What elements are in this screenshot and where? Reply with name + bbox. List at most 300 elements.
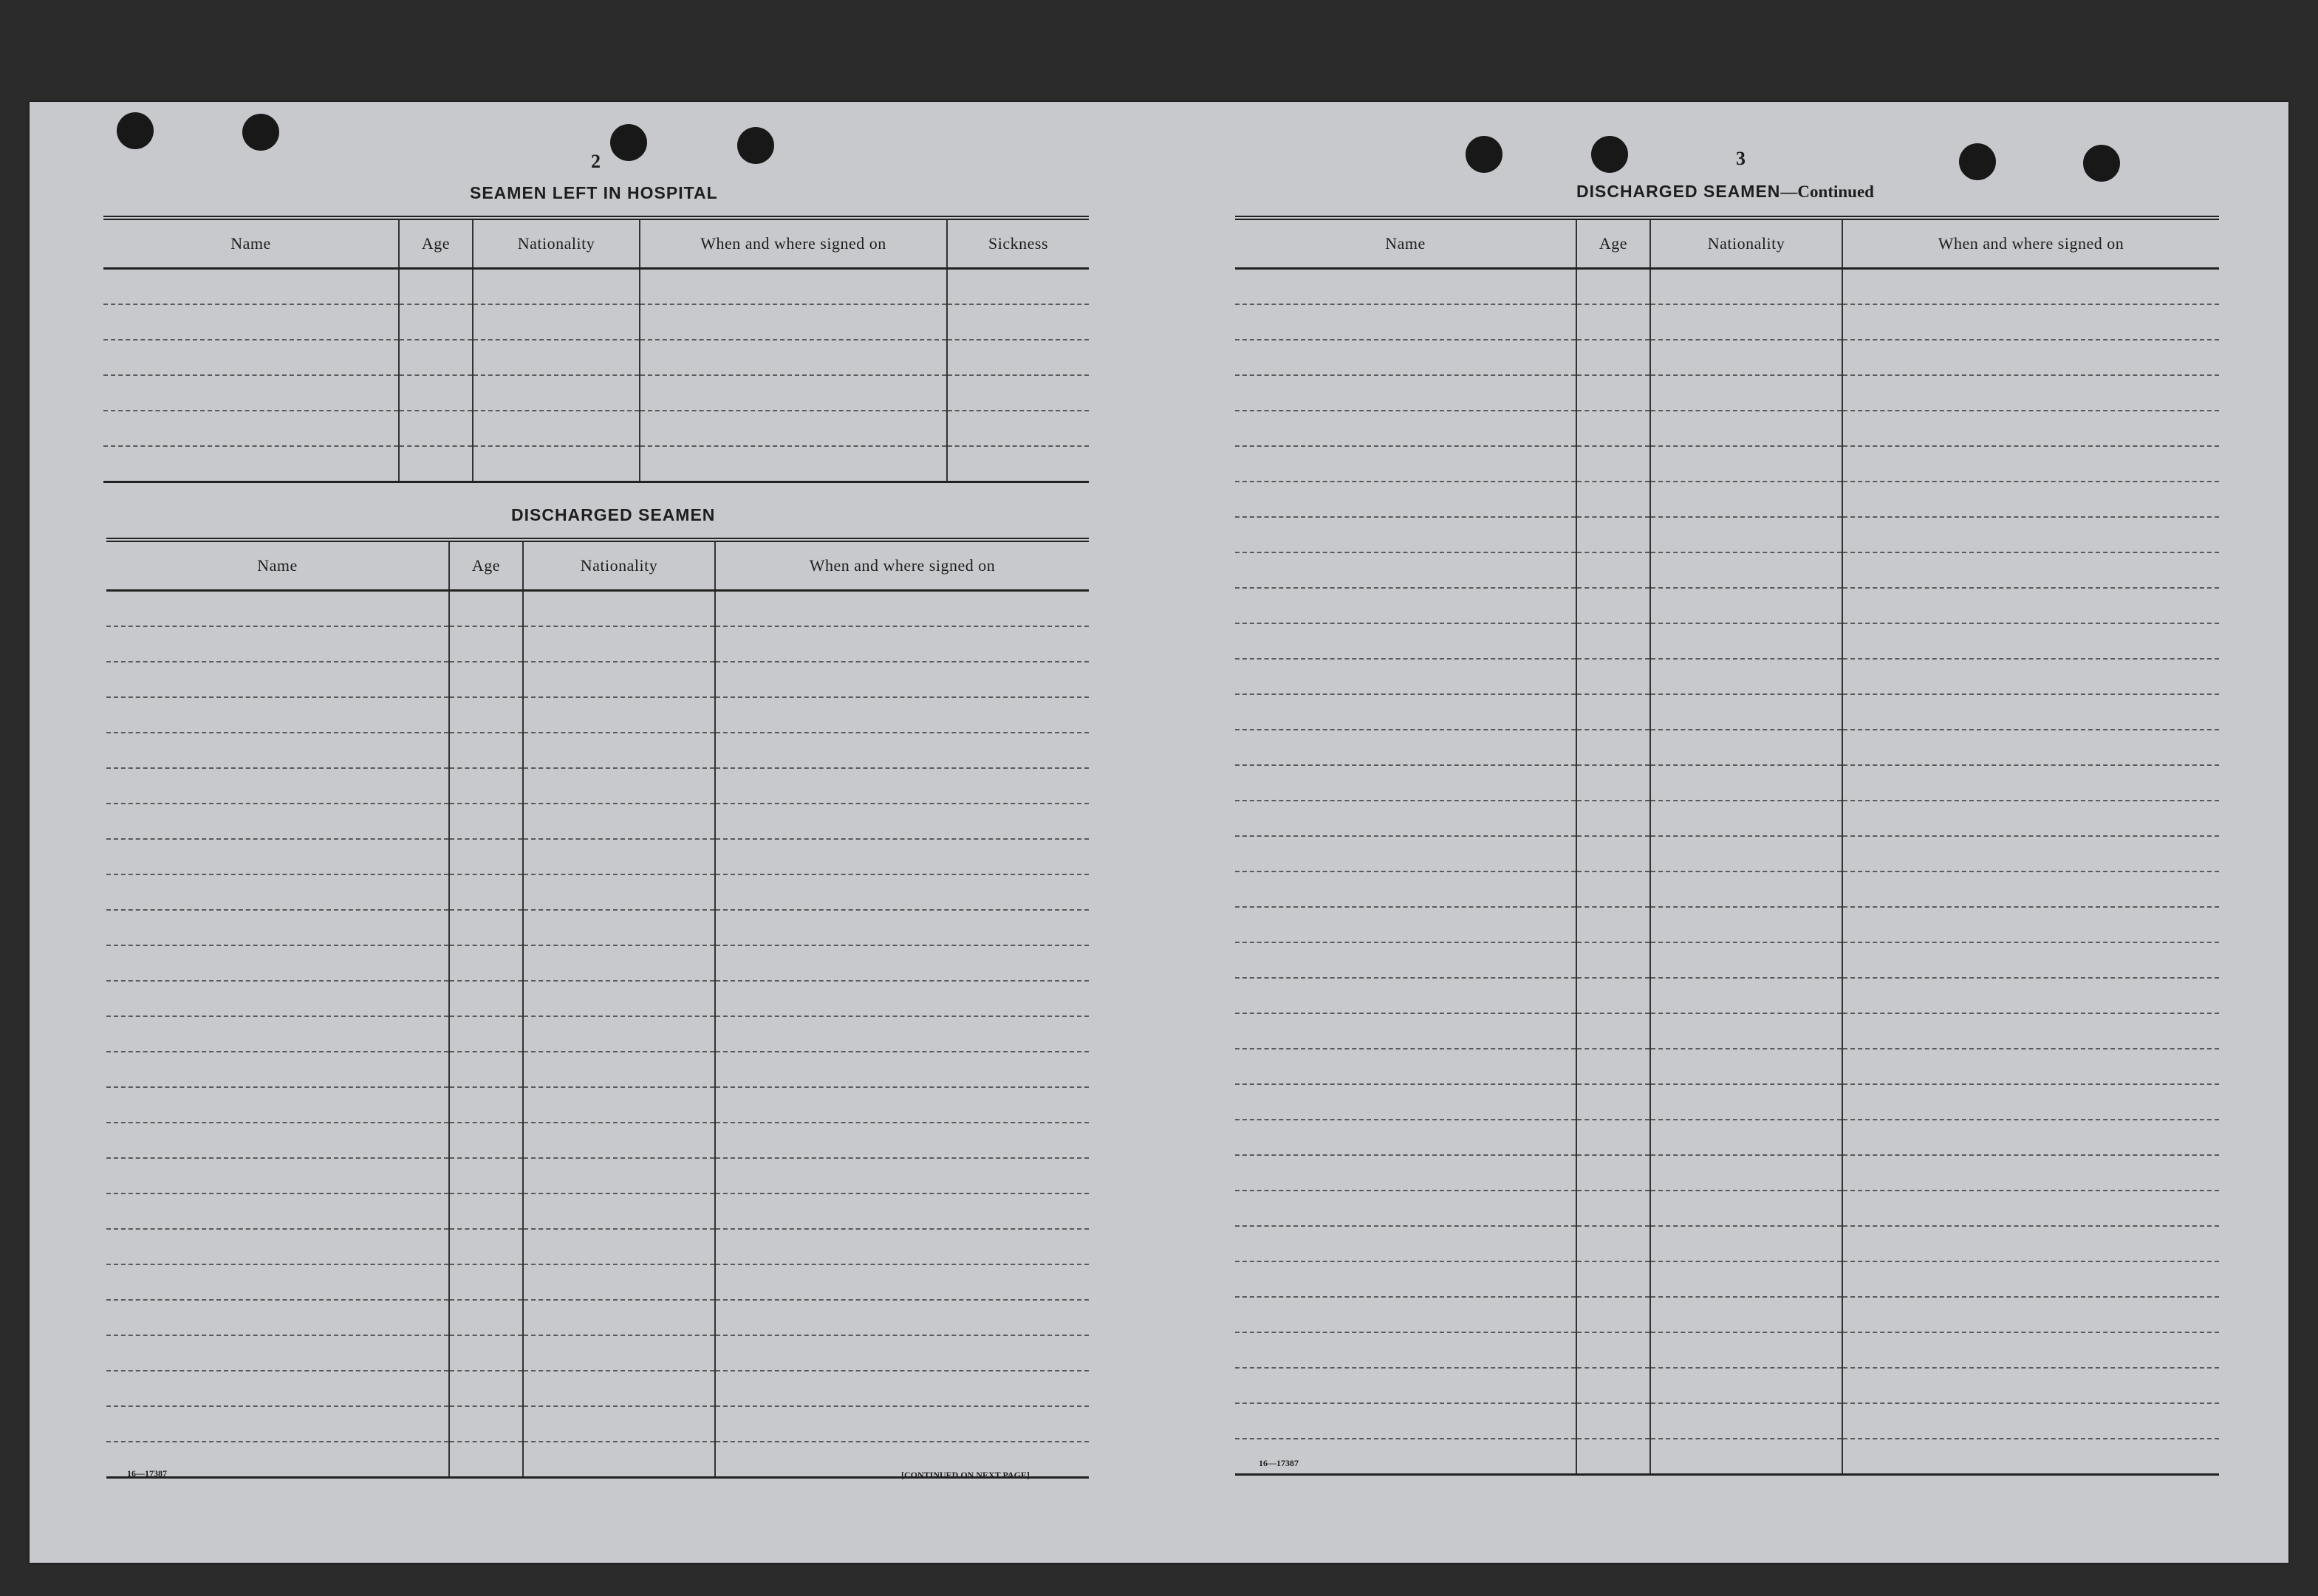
table-cell bbox=[1842, 978, 2219, 1013]
column-header-name: Name bbox=[106, 540, 449, 591]
table-cell bbox=[1576, 340, 1650, 375]
table-cell bbox=[473, 304, 640, 340]
table-row bbox=[1235, 1332, 2219, 1368]
table-row bbox=[1235, 1297, 2219, 1332]
continued-section-title-suffix: —Continued bbox=[1780, 182, 1874, 201]
table-cell bbox=[1235, 517, 1576, 552]
document-spread bbox=[30, 102, 2288, 1563]
column-header-age: Age bbox=[1576, 218, 1650, 269]
table-row bbox=[1235, 304, 2219, 340]
column-header-nationality: Nationality bbox=[523, 540, 715, 591]
table-cell bbox=[1235, 1155, 1576, 1191]
table-cell bbox=[1576, 1084, 1650, 1120]
table-cell bbox=[947, 411, 1089, 446]
table-row bbox=[1235, 623, 2219, 659]
table-cell bbox=[1576, 375, 1650, 411]
table-row bbox=[1235, 1155, 2219, 1191]
table-cell bbox=[1842, 1332, 2219, 1368]
table-cell bbox=[523, 1087, 715, 1123]
table-row bbox=[1235, 907, 2219, 942]
table-cell bbox=[523, 768, 715, 804]
table-cell bbox=[1842, 552, 2219, 588]
table-cell bbox=[449, 1123, 523, 1158]
table-cell bbox=[523, 1442, 715, 1478]
column-header-name: Name bbox=[1235, 218, 1576, 269]
table-cell bbox=[1235, 588, 1576, 623]
table-row bbox=[106, 1229, 1089, 1264]
table-cell bbox=[523, 1158, 715, 1193]
table-cell bbox=[715, 839, 1089, 874]
table-cell bbox=[1650, 375, 1842, 411]
table-cell bbox=[106, 1087, 449, 1123]
table-cell bbox=[1650, 1332, 1842, 1368]
table-cell bbox=[1235, 694, 1576, 730]
table-cell bbox=[1650, 871, 1842, 907]
table-cell bbox=[449, 1016, 523, 1052]
table-cell bbox=[1650, 411, 1842, 446]
table-cell bbox=[106, 1264, 449, 1300]
table-row bbox=[106, 1123, 1089, 1158]
table-cell bbox=[523, 804, 715, 839]
table-cell bbox=[715, 1193, 1089, 1229]
table-row bbox=[1235, 340, 2219, 375]
table-cell bbox=[1842, 907, 2219, 942]
table-cell bbox=[399, 411, 473, 446]
table-cell bbox=[1650, 269, 1842, 305]
punch-hole bbox=[737, 127, 774, 164]
table-cell bbox=[449, 733, 523, 768]
table-cell bbox=[1842, 1226, 2219, 1261]
punch-hole bbox=[242, 114, 279, 151]
table-cell bbox=[449, 1371, 523, 1406]
discharged-table bbox=[106, 538, 1089, 1479]
table-cell bbox=[1576, 907, 1650, 942]
table-cell bbox=[1235, 1226, 1576, 1261]
table-cell bbox=[106, 662, 449, 697]
punch-hole bbox=[1466, 136, 1502, 173]
column-header-name: Name bbox=[103, 218, 399, 269]
table-row bbox=[106, 804, 1089, 839]
table-cell bbox=[1576, 623, 1650, 659]
table-row bbox=[1235, 446, 2219, 482]
table-cell bbox=[715, 1264, 1089, 1300]
table-row bbox=[1235, 552, 2219, 588]
table-cell bbox=[399, 340, 473, 375]
punch-hole bbox=[610, 124, 647, 161]
hospital-table bbox=[103, 216, 1089, 483]
table-cell bbox=[1235, 978, 1576, 1013]
right-form-number: 16—17387 bbox=[1259, 1458, 1299, 1468]
table-row bbox=[106, 662, 1089, 697]
table-cell bbox=[715, 1229, 1089, 1264]
table-cell bbox=[1235, 446, 1576, 482]
table-cell bbox=[1842, 1261, 2219, 1297]
table-cell bbox=[1842, 871, 2219, 907]
table-cell bbox=[449, 1193, 523, 1229]
table-row bbox=[1235, 765, 2219, 801]
table-cell bbox=[715, 591, 1089, 627]
table-cell bbox=[1576, 269, 1650, 305]
table-cell bbox=[715, 697, 1089, 733]
table-cell bbox=[640, 269, 947, 305]
table-cell bbox=[399, 269, 473, 305]
table-row bbox=[106, 1087, 1089, 1123]
table-row bbox=[103, 375, 1089, 411]
table-cell bbox=[715, 804, 1089, 839]
table-row bbox=[1235, 1013, 2219, 1049]
table-cell bbox=[1650, 694, 1842, 730]
table-cell bbox=[399, 304, 473, 340]
table-cell bbox=[1842, 730, 2219, 765]
table-cell bbox=[1576, 1439, 1650, 1475]
table-cell bbox=[1576, 801, 1650, 836]
table-cell bbox=[1842, 482, 2219, 517]
table-cell bbox=[1650, 765, 1842, 801]
table-cell bbox=[640, 446, 947, 482]
table-cell bbox=[1842, 1297, 2219, 1332]
table-cell bbox=[1576, 1297, 1650, 1332]
table-cell bbox=[1842, 836, 2219, 871]
table-row bbox=[1235, 694, 2219, 730]
table-cell bbox=[473, 375, 640, 411]
table-cell bbox=[449, 839, 523, 874]
table-cell bbox=[449, 697, 523, 733]
table-row bbox=[106, 1371, 1089, 1406]
table-cell bbox=[715, 1406, 1089, 1442]
table-cell bbox=[106, 591, 449, 627]
continued-section-title-main: DISCHARGED SEAMEN bbox=[1576, 182, 1781, 201]
table-cell bbox=[106, 626, 449, 662]
table-cell bbox=[1650, 1049, 1842, 1084]
table-row bbox=[1235, 517, 2219, 552]
table-cell bbox=[1650, 1120, 1842, 1155]
table-row bbox=[106, 910, 1089, 945]
table-cell bbox=[523, 1193, 715, 1229]
table-row bbox=[1235, 730, 2219, 765]
table-cell bbox=[1650, 1155, 1842, 1191]
table-cell bbox=[947, 269, 1089, 305]
table-cell bbox=[1842, 1013, 2219, 1049]
left-page-number: 2 bbox=[591, 151, 601, 172]
column-header-signed-on: When and where signed on bbox=[1842, 218, 2219, 269]
discharged-header-row bbox=[106, 540, 1089, 591]
table-cell bbox=[1576, 1332, 1650, 1368]
table-cell bbox=[449, 1264, 523, 1300]
table-cell bbox=[1235, 836, 1576, 871]
table-cell bbox=[1576, 1155, 1650, 1191]
table-cell bbox=[523, 1052, 715, 1087]
table-cell bbox=[1576, 1368, 1650, 1403]
table-cell bbox=[1235, 730, 1576, 765]
table-row bbox=[106, 697, 1089, 733]
table-row bbox=[1235, 588, 2219, 623]
table-cell bbox=[106, 1335, 449, 1371]
table-cell bbox=[1235, 1261, 1576, 1297]
table-cell bbox=[449, 1087, 523, 1123]
table-cell bbox=[947, 446, 1089, 482]
hospital-section-title: SEAMEN LEFT IN HOSPITAL bbox=[470, 183, 718, 202]
table-cell bbox=[523, 733, 715, 768]
table-cell bbox=[106, 1016, 449, 1052]
table-row bbox=[106, 945, 1089, 981]
table-cell bbox=[449, 910, 523, 945]
table-cell bbox=[103, 304, 399, 340]
table-cell bbox=[1235, 1368, 1576, 1403]
table-cell bbox=[1842, 1049, 2219, 1084]
table-row bbox=[106, 874, 1089, 910]
table-cell bbox=[1650, 623, 1842, 659]
table-row bbox=[103, 411, 1089, 446]
table-row bbox=[1235, 482, 2219, 517]
table-cell bbox=[1576, 411, 1650, 446]
table-cell bbox=[1842, 446, 2219, 482]
table-cell bbox=[715, 910, 1089, 945]
table-row bbox=[1235, 1049, 2219, 1084]
table-cell bbox=[715, 874, 1089, 910]
table-cell bbox=[399, 446, 473, 482]
table-cell bbox=[106, 1158, 449, 1193]
table-cell bbox=[523, 1123, 715, 1158]
table-cell bbox=[449, 1335, 523, 1371]
table-cell bbox=[523, 697, 715, 733]
table-cell bbox=[1842, 1439, 2219, 1475]
table-cell bbox=[1650, 517, 1842, 552]
table-row bbox=[1235, 1120, 2219, 1155]
table-cell bbox=[1235, 942, 1576, 978]
table-cell bbox=[715, 768, 1089, 804]
table-cell bbox=[640, 375, 947, 411]
table-cell bbox=[523, 1016, 715, 1052]
table-cell bbox=[449, 1300, 523, 1335]
table-row bbox=[1235, 801, 2219, 836]
table-cell bbox=[106, 1371, 449, 1406]
table-row bbox=[1235, 942, 2219, 978]
table-cell bbox=[1842, 623, 2219, 659]
table-cell bbox=[1842, 1191, 2219, 1226]
column-header-nationality: Nationality bbox=[473, 218, 640, 269]
table-cell bbox=[1576, 978, 1650, 1013]
table-cell bbox=[1842, 1368, 2219, 1403]
table-row bbox=[106, 1052, 1089, 1087]
table-cell bbox=[1576, 694, 1650, 730]
table-row bbox=[1235, 269, 2219, 305]
table-cell bbox=[1235, 765, 1576, 801]
table-cell bbox=[106, 768, 449, 804]
table-cell bbox=[1576, 588, 1650, 623]
table-cell bbox=[715, 1052, 1089, 1087]
table-cell bbox=[640, 411, 947, 446]
table-cell bbox=[1842, 1403, 2219, 1439]
table-cell bbox=[1842, 304, 2219, 340]
table-cell bbox=[523, 874, 715, 910]
table-cell bbox=[1576, 304, 1650, 340]
table-cell bbox=[103, 411, 399, 446]
table-cell bbox=[1650, 730, 1842, 765]
punch-hole bbox=[2083, 145, 2120, 182]
table-cell bbox=[449, 626, 523, 662]
table-cell bbox=[449, 1052, 523, 1087]
table-cell bbox=[1235, 623, 1576, 659]
table-cell bbox=[106, 1300, 449, 1335]
table-cell bbox=[1235, 482, 1576, 517]
table-cell bbox=[715, 1300, 1089, 1335]
table-cell bbox=[449, 945, 523, 981]
table-cell bbox=[1235, 871, 1576, 907]
table-cell bbox=[103, 340, 399, 375]
table-cell bbox=[1842, 411, 2219, 446]
table-cell bbox=[106, 733, 449, 768]
table-cell bbox=[715, 1335, 1089, 1371]
table-cell bbox=[715, 1371, 1089, 1406]
table-cell bbox=[449, 981, 523, 1016]
table-cell bbox=[1650, 1403, 1842, 1439]
table-row bbox=[106, 626, 1089, 662]
table-cell bbox=[1842, 801, 2219, 836]
table-cell bbox=[106, 874, 449, 910]
continued-note: [CONTINUED ON NEXT PAGE] bbox=[901, 1470, 1030, 1480]
table-row bbox=[1235, 978, 2219, 1013]
table-row bbox=[103, 269, 1089, 305]
table-cell bbox=[1650, 659, 1842, 694]
table-cell bbox=[1235, 659, 1576, 694]
table-row bbox=[1235, 411, 2219, 446]
table-row bbox=[106, 768, 1089, 804]
table-row bbox=[1235, 1439, 2219, 1475]
table-cell bbox=[523, 1300, 715, 1335]
table-cell bbox=[523, 1371, 715, 1406]
table-cell bbox=[1650, 978, 1842, 1013]
table-cell bbox=[640, 304, 947, 340]
table-cell bbox=[1842, 942, 2219, 978]
table-cell bbox=[523, 662, 715, 697]
table-cell bbox=[1576, 659, 1650, 694]
table-cell bbox=[715, 1123, 1089, 1158]
table-cell bbox=[715, 1016, 1089, 1052]
table-cell bbox=[1650, 1368, 1842, 1403]
table-cell bbox=[1576, 836, 1650, 871]
table-cell bbox=[106, 804, 449, 839]
table-cell bbox=[1842, 340, 2219, 375]
table-cell bbox=[1650, 907, 1842, 942]
table-cell bbox=[106, 945, 449, 981]
table-cell bbox=[640, 340, 947, 375]
table-cell bbox=[1235, 907, 1576, 942]
table-cell bbox=[1650, 836, 1842, 871]
table-row bbox=[106, 1264, 1089, 1300]
table-row bbox=[106, 1406, 1089, 1442]
column-header-nationality: Nationality bbox=[1650, 218, 1842, 269]
table-cell bbox=[106, 1123, 449, 1158]
column-header-signed-on: When and where signed on bbox=[715, 540, 1089, 591]
table-cell bbox=[1650, 482, 1842, 517]
table-cell bbox=[103, 446, 399, 482]
table-cell bbox=[1235, 801, 1576, 836]
table-cell bbox=[1842, 659, 2219, 694]
table-cell bbox=[1235, 375, 1576, 411]
table-cell bbox=[1842, 517, 2219, 552]
table-cell bbox=[1576, 1049, 1650, 1084]
table-row bbox=[103, 304, 1089, 340]
table-cell bbox=[1235, 411, 1576, 446]
table-cell bbox=[1576, 1191, 1650, 1226]
table-cell bbox=[473, 340, 640, 375]
table-cell bbox=[1650, 304, 1842, 340]
table-row bbox=[106, 981, 1089, 1016]
table-cell bbox=[1650, 1191, 1842, 1226]
table-cell bbox=[1650, 552, 1842, 588]
table-cell bbox=[1576, 871, 1650, 907]
table-cell bbox=[1235, 1049, 1576, 1084]
punch-hole bbox=[117, 112, 154, 149]
table-cell bbox=[1235, 1403, 1576, 1439]
hospital-header-row bbox=[103, 218, 1089, 269]
table-cell bbox=[523, 1264, 715, 1300]
table-cell bbox=[947, 340, 1089, 375]
table-row bbox=[106, 1335, 1089, 1371]
table-cell bbox=[473, 446, 640, 482]
table-row bbox=[1235, 1403, 2219, 1439]
table-cell bbox=[1235, 340, 1576, 375]
table-cell bbox=[106, 981, 449, 1016]
table-cell bbox=[1650, 340, 1842, 375]
table-cell bbox=[715, 945, 1089, 981]
table-cell bbox=[449, 1229, 523, 1264]
table-row bbox=[1235, 1368, 2219, 1403]
table-cell bbox=[1650, 446, 1842, 482]
table-cell bbox=[1576, 1120, 1650, 1155]
table-cell bbox=[523, 981, 715, 1016]
column-header-sickness: Sickness bbox=[947, 218, 1089, 269]
table-cell bbox=[1650, 1439, 1842, 1475]
table-cell bbox=[449, 804, 523, 839]
table-cell bbox=[106, 1052, 449, 1087]
table-cell bbox=[1235, 1439, 1576, 1475]
table-cell bbox=[1842, 694, 2219, 730]
table-cell bbox=[1576, 1261, 1650, 1297]
table-cell bbox=[715, 981, 1089, 1016]
table-cell bbox=[523, 1229, 715, 1264]
table-cell bbox=[1235, 1332, 1576, 1368]
table-cell bbox=[1650, 1261, 1842, 1297]
table-row bbox=[106, 839, 1089, 874]
table-row bbox=[106, 1016, 1089, 1052]
table-cell bbox=[1235, 1191, 1576, 1226]
continued-header-row bbox=[1235, 218, 2219, 269]
column-header-age: Age bbox=[399, 218, 473, 269]
table-cell bbox=[106, 1193, 449, 1229]
table-cell bbox=[1576, 446, 1650, 482]
table-row bbox=[1235, 1084, 2219, 1120]
column-header-signed-on: When and where signed on bbox=[640, 218, 947, 269]
table-cell bbox=[523, 626, 715, 662]
table-row bbox=[103, 340, 1089, 375]
table-cell bbox=[1576, 1226, 1650, 1261]
table-row bbox=[103, 446, 1089, 482]
table-cell bbox=[106, 1406, 449, 1442]
table-cell bbox=[1235, 269, 1576, 305]
table-cell bbox=[449, 874, 523, 910]
table-row bbox=[1235, 1226, 2219, 1261]
table-cell bbox=[1235, 1084, 1576, 1120]
table-cell bbox=[1650, 942, 1842, 978]
table-cell bbox=[715, 626, 1089, 662]
table-row bbox=[1235, 375, 2219, 411]
table-cell bbox=[1842, 375, 2219, 411]
table-cell bbox=[715, 1158, 1089, 1193]
table-row bbox=[106, 1193, 1089, 1229]
table-cell bbox=[1650, 1226, 1842, 1261]
table-row bbox=[1235, 1191, 2219, 1226]
